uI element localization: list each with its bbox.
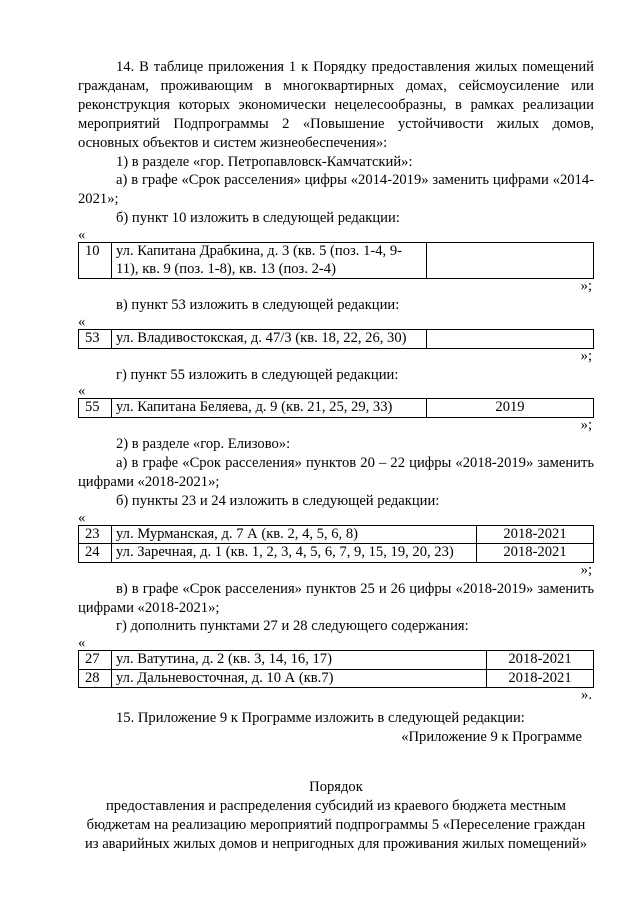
section-2-title: 2) в разделе «гор. Елизово»: [116,435,291,452]
row-address: ул. Заречная, д. 1 (кв. 1, 2, 3, 4, 5, 6, 7, 9, 15, 19, 20, 23) [112,544,477,563]
open-quote: « [78,227,86,244]
row-address: ул. Ватутина, д. 2 (кв. 3, 14, 16, 17) [112,651,487,670]
row-year: 2019 [427,399,594,418]
row-number: 23 [79,525,112,544]
close-quote: »; [580,561,592,578]
section-1-a: а) в графе «Срок расселения» цифры «2014-2019» заменить цифрами «2014-2021»; [78,172,594,208]
item-14-intro: 14. В таблице приложения 1 к Порядку предоставления жилых помещений гражданам, проживающим в многоквартирных домах, сейсмоусиление или реконструкция которых экономически нецелесообразны, в рамках реализации мероприятий Подпрограммы 2 «Повышение устойчивости жилых домов, основных объектов и систем жизнеобеспечения»: [78,59,594,151]
section-2-b: б) пункты 23 и 24 изложить в следующей редакции: [116,492,440,509]
close-quote: »; [580,347,592,364]
item-15: 15. Приложение 9 к Программе изложить в следующей редакции: [116,710,525,727]
row-address: ул. Капитана Драбкина, д. 3 (кв. 5 (поз. 1-4, 9-11), кв. 9 (поз. 1-8), кв. 13 (поз. 2-4) [112,243,427,279]
row-year: 2018-2021 [487,669,594,688]
row-number: 27 [79,651,112,670]
row-number: 28 [79,669,112,688]
row-year: 2018-2021 [487,651,594,670]
table-row [79,330,594,349]
table-row [79,525,594,544]
order-body: предоставления и распределения субсидий из краевого бюджета местным бюджетам на реализацию мероприятий подпрограммы 5 «Переселение граждан из аварийных жилых домов и непригодных для проживания жилых помещений» [84,798,587,852]
row-year [427,243,594,279]
table-row [79,243,594,279]
section-2-a: а) в графе «Срок расселения» пунктов 20 – 22 цифры «2018-2019» заменить цифрами «2018-2021»; [78,454,594,490]
appendix-label: «Приложение 9 к Программе [401,729,582,746]
row-number: 10 [79,243,112,279]
row-address: ул. Капитана Беляева, д. 9 (кв. 21, 25, 29, 33) [112,399,427,418]
section-1-v: в) пункт 53 изложить в следующей редакции: [116,297,400,314]
section-2-g: г) дополнить пунктами 27 и 28 следующего содержания: [116,618,469,635]
table-item-55 [78,398,594,418]
row-year: 2018-2021 [477,525,594,544]
row-address: ул. Мурманская, д. 7 А (кв. 2, 4, 5, 6, 8) [112,525,477,544]
close-quote-final: ». [581,687,592,704]
row-year: 2018-2021 [477,544,594,563]
table-row [79,544,594,563]
row-address: ул. Владивостокская, д. 47/3 (кв. 18, 22, 26, 30) [112,330,427,349]
document-page [78,58,594,854]
table-items-23-24 [78,525,594,563]
table-row [79,399,594,418]
table-items-27-28 [78,650,594,688]
section-1-b: б) пункт 10 изложить в следующей редакции: [116,210,400,227]
table-row [79,651,594,670]
order-title: Порядок [309,779,363,796]
section-1-g: г) пункт 55 изложить в следующей редакции: [116,366,399,383]
row-number: 55 [79,399,112,418]
row-address: ул. Дальневосточная, д. 10 А (кв.7) [112,669,487,688]
table-item-10 [78,242,594,279]
open-quote: « [78,383,86,400]
table-row [79,669,594,688]
close-quote: »; [580,278,592,295]
open-quote: « [78,314,86,331]
close-quote: »; [580,416,592,433]
table-item-53 [78,329,594,349]
open-quote: « [78,509,86,526]
row-year [427,330,594,349]
section-1-title: 1) в разделе «гор. Петропавловск-Камчатский»: [116,153,413,170]
section-2-v: в) в графе «Срок расселения» пунктов 25 и 26 цифры «2018-2019» заменить цифрами «2018-2021»; [78,580,594,616]
open-quote: « [78,635,86,652]
row-number: 24 [79,544,112,563]
row-number: 53 [79,330,112,349]
